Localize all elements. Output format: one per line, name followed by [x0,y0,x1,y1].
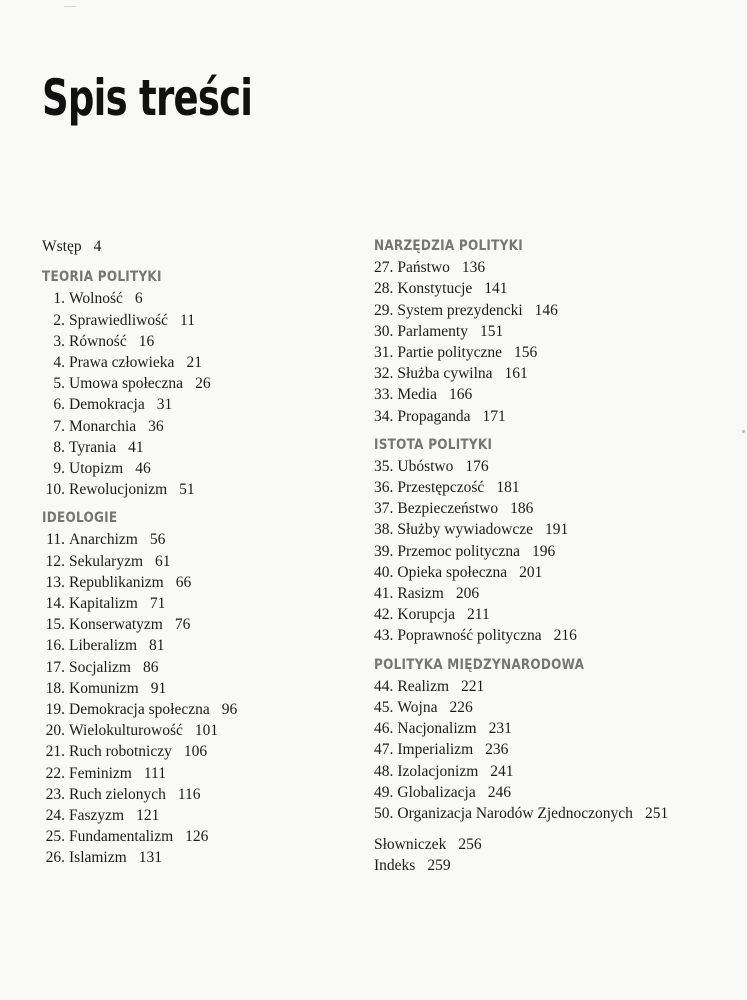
page-title: Spis treści [42,69,253,127]
toc-entry-page: 221 [461,677,485,695]
toc-entry-label: Rasizm [397,585,444,602]
toc-entry[interactable] [42,572,342,593]
toc-entry-number: 11. [46,531,65,549]
toc-entry-page: 56 [149,531,166,549]
toc-entry-number: 41. [374,585,394,602]
toc-entry[interactable] [42,678,342,699]
toc-entry-label: Wielokulturowość [69,722,183,740]
toc-entry-label: Konserwatyzm [69,616,163,634]
toc-entry-number: 2. [53,311,65,329]
toc-entry-page: 251 [644,804,669,822]
toc-entry-label: Tyrania [69,438,117,456]
toc-entry-label: Imperializm [397,741,474,759]
toc-entry-number: 18. [45,679,65,697]
toc-entry-page: 126 [185,828,209,846]
toc-entry-number: 22. [45,764,65,782]
toc-entry-label: Rewolucjonizm [69,481,168,499]
toc-entry-number: 36. [374,479,394,497]
toc-entry-label: Bezpieczeństwo [397,500,499,518]
toc-entry-label: Realizm [397,677,450,695]
toc-entry[interactable] [42,741,342,762]
toc-entry[interactable] [374,676,714,697]
toc-entry-label: Demokracja społeczna [69,700,210,718]
toc-entry-page: 141 [484,280,508,298]
toc-entry-page: 11 [180,311,195,329]
toc-entry-page: 86 [143,658,159,676]
toc-entry-label: Parlamenty [397,322,468,340]
toc-entry-page: 106 [183,743,208,761]
toc-entry-page: 256 [458,836,482,854]
toc-entry-page: 236 [485,741,509,759]
section-heading: NARZĘDZIA POLITYKI [374,238,523,254]
toc-entry[interactable] [42,826,342,847]
toc-entry-label: Globalizacja [397,783,476,801]
toc-entry-label: Utopizm [69,459,124,477]
toc-entry[interactable] [42,352,342,373]
toc-entry-label: Wojna [397,698,438,716]
toc-entry[interactable] [42,784,342,805]
toc-entry-label: Umowa społeczna [69,375,184,393]
toc-entry-page: 176 [465,457,489,475]
toc-entry[interactable] [374,321,714,342]
toc-entry-number: 4. [53,353,65,371]
toc-entry-label: Izolacjonizm [397,762,479,780]
toc-entry[interactable] [374,519,714,540]
toc-entry-number: 16. [45,637,65,655]
toc-entry-number: 33. [374,386,394,404]
toc-entry-number: 8. [53,438,65,456]
toc-entry[interactable] [42,310,342,331]
toc-entry-number: 35. [374,457,394,475]
toc-section-teoria-polityki [42,267,342,500]
toc-entry-label: Anarchizm [69,531,138,549]
toc-entry-number: 7. [53,417,65,435]
toc-entry-page: 161 [504,365,528,383]
toc-entry-label: Państwo [397,259,450,277]
toc-entry-page: 241 [490,762,514,780]
toc-entry-number: 46. [374,720,394,738]
toc-entry[interactable] [42,763,342,784]
toc-entry-label: Sekularyzm [69,552,144,570]
toc-entry-label: Media [397,386,437,404]
toc-entry-label: Słowniczek [374,836,447,854]
toc-entry[interactable] [374,498,714,519]
toc-entry-page: 166 [448,386,473,404]
toc-entry-label: Opieka społeczna [397,563,508,581]
toc-entry-label: Służby wywiadowcze [397,521,533,539]
toc-entry-number: 27. [374,259,394,277]
toc-entry-label: Nacjonalizm [397,720,477,738]
toc-entry-page: 21 [186,353,202,371]
toc-entry-page: 96 [221,700,238,718]
section-heading: ISTOTA POLITYKI [374,436,493,453]
toc-section-ideologie [42,508,342,868]
toc-entry-page: 36 [148,417,164,435]
toc-entry-number: 15. [45,616,65,634]
toc-entry[interactable] [374,456,714,477]
toc-entry-page: 6 [134,290,143,308]
toc-section-istota-polityki [374,435,714,647]
toc-entry-number: 31. [374,343,394,361]
toc-entry[interactable] [374,541,714,562]
toc-entry[interactable] [42,288,342,309]
toc-entry-page: 41 [128,438,144,456]
toc-entry-label: Kapitalizm [69,595,138,612]
toc-entry[interactable] [374,477,714,498]
toc-entry-number: 48. [374,762,394,780]
toc-entry-number: 40. [374,563,394,581]
toc-entry-label: Poprawność polityczna [397,627,542,645]
toc-entry[interactable] [42,635,342,656]
toc-entry-page: 171 [482,407,506,425]
toc-entry-number: 34. [374,407,394,425]
toc-entry-label: Ubóstwo [397,457,454,475]
toc-entry-page: 16 [138,332,155,350]
toc-entry-label: Służba cywilna [397,365,493,383]
toc-entry-number: 45. [374,698,394,716]
toc-entry[interactable] [42,699,342,720]
toc-entry-page: 66 [175,573,192,591]
toc-entry[interactable] [374,604,714,625]
toc-entry-label: Propaganda [397,407,471,425]
toc-entry-page: 111 [143,764,166,782]
toc-entry-page: 136 [461,259,486,277]
toc-entry[interactable] [374,278,714,299]
toc-entry-number: 21. [45,743,65,761]
toc-entry-page: 116 [177,785,201,803]
toc-entry[interactable] [42,373,342,394]
toc-entry-page: 121 [136,806,160,824]
toc-entry-label: Monarchia [69,417,137,435]
toc-entry-page: 226 [449,698,473,716]
toc-entry-page: 191 [544,521,569,539]
toc-entry-label: Wolność [69,290,123,308]
toc-entry-number: 43. [374,627,394,645]
toc-entry[interactable] [42,458,342,479]
toc-back-matter [374,834,714,876]
section-heading: POLITYKA MIĘDZYNARODOWA [374,656,585,673]
toc-entry-number: 42. [374,606,394,624]
toc-entry[interactable] [374,625,714,646]
toc-entry-number: 19. [45,700,65,718]
toc-entry-page: 4 [93,238,102,255]
toc-entry-page: 146 [534,301,558,319]
toc-entry-number: 5. [53,375,65,393]
toc-entry[interactable] [374,363,714,384]
toc-entry-label: Organizacja Narodów Zjednoczonych [397,804,633,822]
toc-entry-page: 61 [155,552,171,570]
toc-entry-page: 76 [174,616,191,634]
toc-entry-label: Republikanizm [69,573,164,591]
toc-entry[interactable] [374,562,714,583]
toc-right-column [374,236,714,876]
toc-entry-number: 32. [374,365,394,383]
toc-entry[interactable] [374,697,714,718]
toc-entry[interactable] [42,416,342,437]
toc-entry-page: 71 [149,595,166,612]
toc-entry-page: 131 [138,849,162,867]
toc-entry-label: Islamizm [69,849,127,867]
toc-entry-number: 10. [45,481,65,499]
toc-entry-number: 9. [53,459,65,477]
toc-entry[interactable] [42,657,342,678]
toc-entry-label: Korupcja [397,606,456,624]
toc-entry[interactable] [42,720,342,741]
toc-entry-page: 206 [455,585,480,602]
toc-entry[interactable] [42,331,342,352]
toc-entry-label: Faszyzm [69,806,125,824]
toc-entry[interactable] [42,437,342,458]
toc-entry-page: 211 [467,606,490,624]
toc-entry[interactable] [42,551,342,572]
toc-entry[interactable] [374,718,714,739]
toc-entry-label: Liberalizm [69,637,137,655]
toc-entry-number: 37. [374,500,394,518]
toc-entry-number: 28. [374,280,394,298]
toc-entry-label: Wstęp [42,238,82,255]
toc-left-column [42,236,342,868]
toc-entry[interactable] [374,406,714,427]
section-heading: IDEOLOGIE [42,510,118,527]
toc-entry-page: 156 [513,343,538,361]
toc-entry-label: Ruch zielonych [69,785,166,803]
section-heading: TEORIA POLITYKI [42,269,162,286]
toc-entry-page: 201 [519,563,543,581]
toc-entry-number: 49. [374,783,394,801]
toc-entry[interactable] [374,384,714,405]
toc-entry-page: 101 [194,722,219,740]
toc-entry-number: 17. [45,658,65,676]
toc-entry-page: 246 [487,783,511,801]
toc-entry[interactable] [374,300,714,321]
scan-mark [64,6,76,11]
toc-entry-page: 26 [195,375,211,393]
toc-section-polityka-miedzynarodowa [374,655,714,825]
toc-entry-label: Prawa człowieka [69,353,175,371]
toc-entry-page: 46 [135,459,151,477]
toc-entry-number: 23. [45,785,65,803]
toc-entry-page: 196 [532,542,556,560]
toc-entry-number: 38. [374,521,394,539]
toc-entry[interactable] [374,803,714,824]
toc-entry[interactable] [42,614,342,635]
toc-entry-label: Komunizm [69,679,139,697]
toc-entry[interactable] [42,847,342,868]
toc-entry-label: Ruch robotniczy [69,743,172,761]
toc-entry-page: 51 [179,481,195,499]
toc-entry-page: 231 [488,720,512,738]
toc-entry-label: Demokracja [69,396,145,414]
toc-entry-page: 259 [427,857,451,875]
toc-entry-number: 3. [53,332,65,350]
toc-entry-page: 151 [479,322,504,340]
toc-entry-number: 26. [45,849,65,867]
toc-entry-page: 186 [510,500,534,518]
toc-entry-number: 24. [45,806,65,824]
toc-entry-number: 44. [374,677,394,695]
toc-entry[interactable] [374,782,714,803]
toc-entry-page: 81 [149,637,165,655]
toc-entry-label: System prezydencki [397,301,523,319]
toc-back-matter-entry[interactable] [374,855,714,876]
toc-entry[interactable] [42,529,342,550]
toc-entry-label: Indeks [374,857,416,875]
toc-entry[interactable] [42,479,342,500]
toc-entry[interactable] [374,761,714,782]
toc-entry[interactable] [42,805,342,826]
toc-entry[interactable] [42,394,342,415]
toc-entry-number: 25. [45,828,65,846]
toc-entry-label: Partie polityczne [397,343,502,361]
toc-entry-page: 216 [553,627,577,645]
toc-section-narzedzia-polityki [374,236,714,427]
toc-entry-number: 13. [45,573,65,591]
toc-entry-number: 47. [374,741,394,759]
scan-speck [742,430,745,433]
toc-entry-page: 181 [496,479,520,497]
toc-entry-page: 91 [150,679,167,697]
toc-entry[interactable] [42,593,342,614]
toc-entry-label: Przemoc polityczna [397,542,521,560]
toc-entry[interactable] [374,583,714,604]
toc-entry-label: Feminizm [69,764,132,782]
toc-entry[interactable] [374,342,714,363]
toc-entry-number: 12. [45,552,65,570]
toc-entry-label: Fundamentalizm [69,828,174,846]
toc-entry-number: 39. [374,542,394,560]
toc-entry-number: 20. [45,722,65,740]
toc-entry-number: 1. [53,290,65,308]
toc-entry-label: Równość [69,332,127,350]
toc-entry-number: 29. [374,301,394,319]
toc-entry[interactable] [374,739,714,760]
toc-entry-number: 6. [53,396,65,414]
toc-entry-label: Sprawiedliwość [69,311,169,329]
toc-entry-number: 30. [374,322,394,340]
toc-entry-number: 14. [45,595,65,612]
toc-entry-number: 50. [374,804,394,822]
toc-entry-page: 31 [156,396,173,414]
toc-intro[interactable] [42,236,342,257]
toc-entry-label: Przestępczość [397,479,485,497]
toc-entry-label: Socjalizm [69,658,131,676]
toc-entry[interactable] [374,257,714,278]
toc-entry-label: Konstytucje [397,280,473,298]
toc-back-matter-entry[interactable] [374,834,714,855]
